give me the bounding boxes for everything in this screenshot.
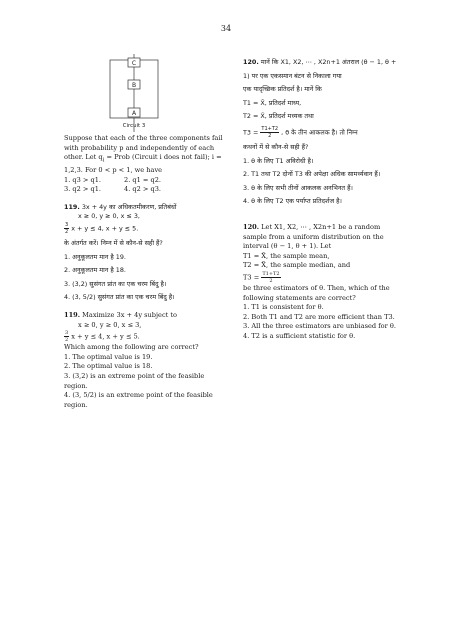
circuit-svg [64, 52, 228, 134]
q120-english-option-4: 4. T2 is a sufficient statistic for θ. [243, 331, 356, 340]
q119-english-c1: x ≥ 0, y ≥ 0, x ≤ 3, [78, 320, 142, 329]
fraction-t1-t2: $\frac{T1+T2}{2}$ [261, 125, 279, 139]
q118-option-2: 2. q1 = q2. [124, 175, 162, 184]
q120-hindi-option-1: 1. θ के लिए T1 अविरोधी है। [243, 156, 314, 165]
q120-english-t2: T2 = X̃, the sample median, and [243, 261, 351, 270]
fraction-t1-t2-en: $\frac{T1+T2}{2}$ [262, 270, 280, 284]
box-a-label: A [131, 110, 137, 117]
q118-options-row2 [64, 185, 228, 195]
fraction-three-halves-en: $\frac{3}{2}$ [65, 330, 69, 344]
q119-english-option-3: 3. (3,2) is an extreme point of the feasible region. [64, 372, 205, 390]
circuit-diagram [64, 52, 228, 134]
q120-hindi-option-2: 2. T1 तथा T2 दोनों T3 की अपेक्षा अधिक सामर्थ्यवान हैं। [243, 170, 381, 179]
q119-hindi-option-4: 4. (3, 5/2) सुसंगत प्रांत का एक चरम बिंदु है। [64, 293, 175, 302]
q119-english-option-1: 1. The optimal value is 19. [64, 352, 153, 361]
q119-english-stem: 119. Maximize 3x + 4y subject to [64, 311, 178, 320]
box-b-label: B [131, 82, 137, 89]
q118-options-row1 [64, 176, 228, 186]
q120-hindi [243, 58, 401, 207]
q120-hindi-line-after: कथनों में से कौन-से सही हैं? [243, 142, 309, 151]
q120-english-option-1: 1. T1 is consistent for θ. [243, 303, 324, 312]
q119-hindi-tail: के अंतर्गत करें। निम्न में से कौन-से सही हैं? [64, 239, 163, 248]
q120-english-line-after: be three estimators of θ. Then, which of the following statements are correct? [243, 283, 390, 302]
q119-hindi-c2: $\frac{3}{2}$ x + y ≤ 4, x + y ≤ 5. [65, 222, 139, 236]
q119-english-option-4: 4. (3, 5/2) is an extreme point of the feasible region. [64, 391, 213, 409]
right-column [243, 58, 401, 341]
q120-english-t1: T1 = X̄, the sample mean, [243, 251, 330, 260]
q120-hindi-t2: T2 = X̃, प्रतिदर्श मध्यक तथा [243, 112, 314, 121]
q120-english-option-3: 3. All the three estimators are unbiased for θ. [243, 322, 396, 331]
q119-hindi-stem: 119. 3x + 4y का अधिकतमीकरण, प्रतिबंधों [64, 202, 177, 211]
fraction-three-halves: $\frac{3}{2}$ [65, 222, 69, 236]
q120-english-line1: 120. Let X1, X2, ⋯ , X2n+1 be a random sample from a uniform distribution on the interval (θ − 1, θ + 1). Let [243, 222, 384, 251]
q120-english [243, 223, 401, 342]
page-number: 34 [220, 24, 232, 33]
q119-hindi-option-3: 3. (3,2) सुसंगत प्रांत का एक चरम बिंदु है। [64, 279, 167, 288]
q120-english-t3: T3 = $\frac{T1+T2}{2}$ [243, 270, 280, 284]
q120-hindi-option-3: 3. θ के लिए सभी तीनों आकलक अनभिनत हैं। [243, 183, 353, 192]
q120-english-option-2: 2. Both T1 and T2 are more efficient than T3. [243, 312, 395, 321]
q119-english-tail: Which among the following are correct? [64, 343, 199, 352]
q120-hindi-option-4: 4. θ के लिए T2 एक पर्याप्त प्रतिदर्शज है। [243, 197, 342, 206]
q119-hindi-option-2: 2. अनुकूलतम मान है 18. [64, 266, 126, 275]
q119-hindi [64, 203, 228, 303]
q120-hindi-line3: एक यादृच्छिक प्रतिदर्श है। मानें कि [243, 85, 322, 94]
q119-hindi-c1: x ≥ 0, y ≥ 0, x ≤ 3, [78, 212, 140, 221]
q118-text: Suppose that each of the three components fail with probability p and independently of each other. Let $q_i$ = Prob (Circuit i does not fail); i = 1,2,3. For 0 < p < 1, we have [64, 134, 223, 175]
q120-hindi-t1: T1 = X̄, प्रतिदर्श माध्य, [243, 98, 302, 107]
q119-english-option-2: 2. The optimal value is 18. [64, 362, 153, 371]
q119-english-c2: $\frac{3}{2}$ x + y ≤ 4, x + y ≤ 5. [65, 330, 140, 344]
q120-hindi-line1: 120. मानें कि X1, X2, ⋯ , X2n+1 अंतराल (θ − 1, θ + [243, 58, 397, 66]
box-c-label: C [131, 60, 137, 67]
q119-english [64, 311, 228, 410]
q119-hindi-option-1: 1. अनुकूलतम मान है 19. [64, 252, 126, 261]
left-column [64, 52, 228, 410]
q118-option-4: 4. q2 > q3. [124, 185, 162, 194]
q118-option-3: 3. q2 > q1. [64, 185, 102, 194]
q118-option-1: 1. q3 > q1. [64, 175, 102, 184]
q120-hindi-line2: 1) पर एक एकसमान बंटन से निकाला गया [243, 71, 342, 80]
q120-hindi-t3: T3 = $\frac{T1+T2}{2}$ , θ के तीन आकलक है। तो निम्न [243, 125, 358, 139]
circuit-label: Circuit 3 [122, 123, 146, 129]
